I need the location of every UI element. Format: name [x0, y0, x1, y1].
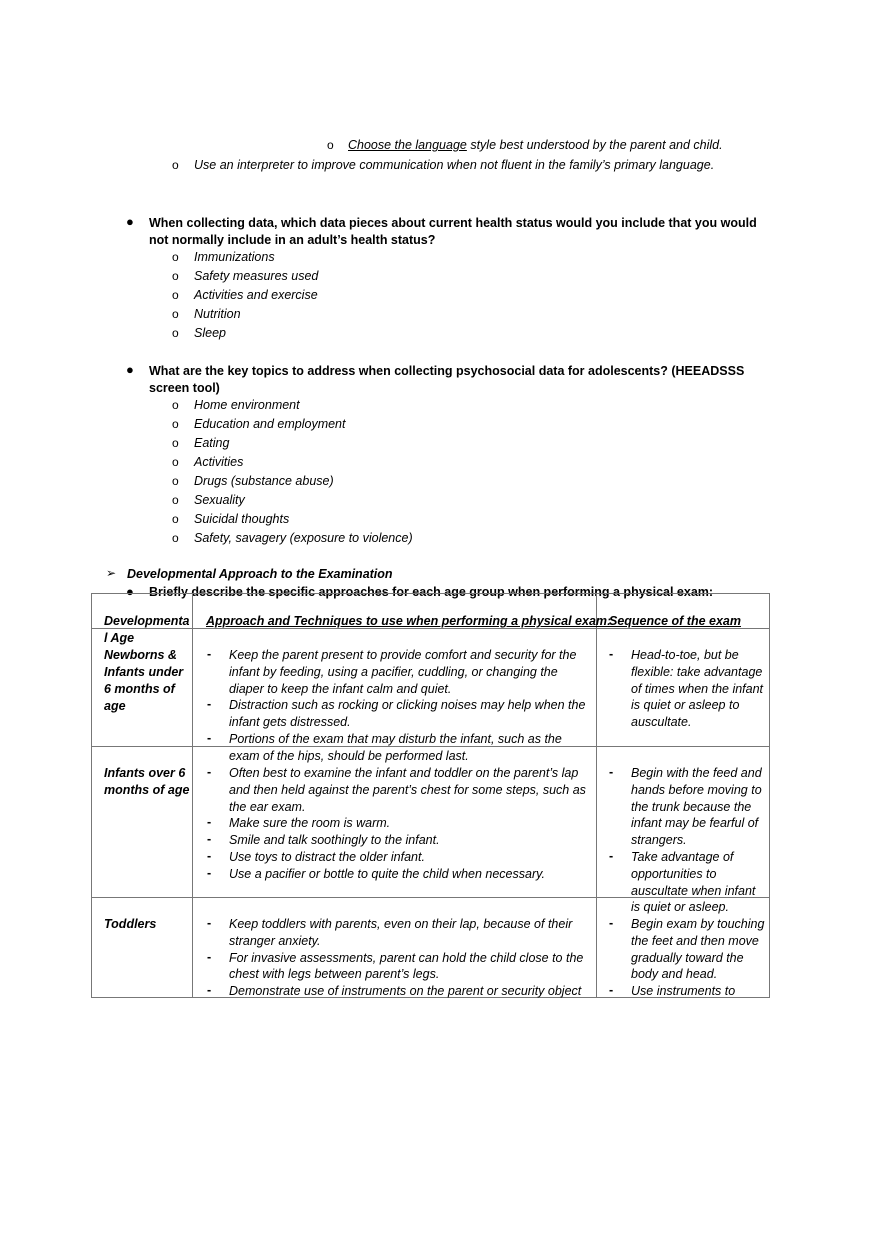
approach-text: Often best to examine the infant and toddler on the parent’s lap	[229, 766, 579, 780]
dash-bullet-icon: -	[609, 983, 614, 998]
circle-bullet-icon: o	[172, 326, 179, 340]
answer-item: Suicidal thoughts	[194, 512, 290, 526]
approach-text: Make sure the room is warm.	[229, 816, 391, 831]
header-age-line-1: Developmenta	[104, 614, 190, 628]
sequence-text: flexible: take advantage	[631, 664, 763, 679]
answer-item: Sexuality	[194, 493, 245, 507]
circle-bullet-icon: o	[172, 250, 179, 264]
dash-bullet-icon: -	[207, 731, 212, 745]
dash-bullet-icon: -	[207, 865, 212, 880]
answer-item: Activities and exercise	[194, 288, 318, 302]
approach-text: Use a pacifier or bottle to quite the child when necessary.	[229, 866, 545, 881]
dash-bullet-icon: -	[609, 849, 614, 863]
age-group-label: Infants under	[104, 665, 184, 679]
question-2-text: What are the key topics to address when collecting psychosocial data for adolescents? (HEEADSSS screen tool)	[149, 364, 745, 395]
circle-bullet-icon: o	[172, 474, 179, 488]
approach-text: chest with legs between parent’s legs.	[229, 967, 440, 982]
dash-bullet-icon: -	[207, 647, 212, 661]
sequence-text: Begin with the feed and	[631, 766, 762, 780]
question-1-text: When collecting data, which data pieces about current health status would you include that you would not normally include in an adult’s health status?	[149, 216, 757, 247]
dash-bullet-icon: -	[609, 916, 614, 930]
sequence-text: Use instruments to	[631, 984, 736, 999]
approach-text: Use toys to distract the older infant.	[229, 850, 425, 864]
dash-bullet-icon: -	[207, 916, 212, 930]
age-group-label: 6 months of	[104, 682, 175, 696]
answer-item: Safety measures used	[194, 269, 319, 283]
age-group-label: months of age	[104, 783, 190, 797]
dash-bullet-icon: -	[609, 647, 614, 661]
approach-text: the ear exam.	[229, 799, 306, 814]
bullet-dot-icon: ●	[126, 584, 134, 599]
approach-text: Distraction such as rocking or clicking noises may help when the	[229, 698, 586, 713]
approach-text: Demonstrate use of instruments on the parent or security object	[229, 984, 582, 999]
age-group-label: Newborns &	[104, 648, 177, 662]
approach-text: Keep the parent present to provide comfort and security for the	[229, 648, 577, 662]
age-group-label: Infants over 6	[104, 766, 186, 780]
approach-text: infant by feeding, using a pacifier, cuddling, or changing the	[229, 664, 558, 679]
sequence-text: is quiet or asleep.	[631, 900, 729, 915]
sequence-text: Head-to-toe, but be	[631, 648, 739, 662]
circle-bullet-icon: o	[172, 158, 179, 172]
approach-text: exam of the hips, should be performed last.	[229, 748, 469, 763]
sequence-text: hands before moving to	[631, 782, 762, 797]
section-heading: Developmental Approach to the Examination	[127, 567, 393, 581]
arrow-bullet-icon: ➢	[106, 566, 117, 580]
header-approach: Approach and Techniques to use when performing a physical exam:	[206, 614, 612, 628]
approach-text: Portions of the exam that may disturb the infant, such as the	[229, 732, 562, 746]
dash-bullet-icon: -	[207, 832, 212, 847]
sequence-text: auscultate.	[631, 715, 692, 730]
bullet-dot-icon: ●	[126, 362, 134, 377]
circle-bullet-icon: o	[172, 436, 179, 450]
dash-bullet-icon: -	[207, 983, 212, 998]
circle-bullet-icon: o	[172, 531, 179, 545]
intro-item-2: Use an interpreter to improve communication when not fluent in the family’s primary language.	[194, 158, 715, 172]
answer-item: Safety, savagery (exposure to violence)	[194, 531, 413, 545]
answer-item: Education and employment	[194, 417, 346, 431]
column-divider	[596, 593, 597, 998]
header-age-line-2: l Age	[104, 631, 135, 645]
sequence-text: the feet and then move	[631, 933, 759, 948]
sequence-text: strangers.	[631, 833, 687, 848]
answer-item: Eating	[194, 436, 230, 450]
sequence-text: the trunk because the	[631, 799, 752, 814]
circle-bullet-icon: o	[172, 417, 179, 431]
bullet-dot-icon: ●	[126, 214, 134, 229]
answer-item: Immunizations	[194, 250, 275, 264]
row-divider	[91, 628, 770, 629]
intro-item-1-underlined: Choose the language	[348, 138, 467, 152]
approach-text: For invasive assessments, parent can hold the child close to the	[229, 950, 584, 965]
dash-bullet-icon: -	[207, 949, 212, 964]
age-group-label: age	[104, 699, 126, 713]
circle-bullet-icon: o	[172, 269, 179, 283]
dash-bullet-icon: -	[609, 765, 614, 779]
answer-item: Sleep	[194, 326, 226, 340]
approach-text: stranger anxiety.	[229, 933, 321, 948]
sequence-text: opportunities to	[631, 866, 717, 881]
approach-text: Smile and talk soothingly to the infant.	[229, 833, 440, 848]
column-divider	[192, 593, 193, 998]
dash-bullet-icon: -	[207, 765, 212, 779]
circle-bullet-icon: o	[172, 288, 179, 302]
answer-item: Activities	[194, 455, 244, 469]
sequence-text: infant may be fearful of	[631, 816, 759, 831]
intro-item-1-rest: style best understood by the parent and child.	[466, 138, 723, 152]
sequence-text: Begin exam by touching	[631, 917, 765, 931]
circle-bullet-icon: o	[172, 512, 179, 526]
circle-bullet-icon: o	[172, 398, 179, 412]
approach-text: infant gets distressed.	[229, 715, 351, 730]
dash-bullet-icon: -	[207, 697, 212, 712]
sequence-text: of times when the infant	[631, 681, 764, 696]
approach-text: and then held against the parent’s chest for some steps, such as	[229, 782, 586, 797]
age-group-label: Toddlers	[104, 917, 157, 931]
sequence-text: body and head.	[631, 967, 718, 982]
circle-bullet-icon: o	[172, 493, 179, 507]
approach-text: Keep toddlers with parents, even on their lap, because of their	[229, 917, 573, 931]
sequence-text: is quiet or asleep to	[631, 698, 740, 713]
answer-item: Nutrition	[194, 307, 241, 321]
sequence-text: Take advantage of	[631, 850, 734, 864]
sequence-text: gradually toward the	[631, 950, 744, 965]
dash-bullet-icon: -	[207, 849, 212, 863]
circle-bullet-icon: o	[327, 138, 334, 152]
circle-bullet-icon: o	[172, 307, 179, 321]
circle-bullet-icon: o	[172, 455, 179, 469]
header-sequence: Sequence of the exam	[609, 614, 741, 628]
intro-item-1	[348, 138, 723, 152]
sequence-text: auscultate when infant	[631, 883, 756, 898]
dash-bullet-icon: -	[207, 815, 212, 830]
answer-item: Home environment	[194, 398, 300, 412]
section-prompt: Briefly describe the specific approaches for each age group when performing a physical exam:	[149, 585, 714, 599]
answer-item: Drugs (substance abuse)	[194, 474, 334, 488]
approach-text: diaper to keep the infant calm and quiet.	[229, 681, 452, 696]
